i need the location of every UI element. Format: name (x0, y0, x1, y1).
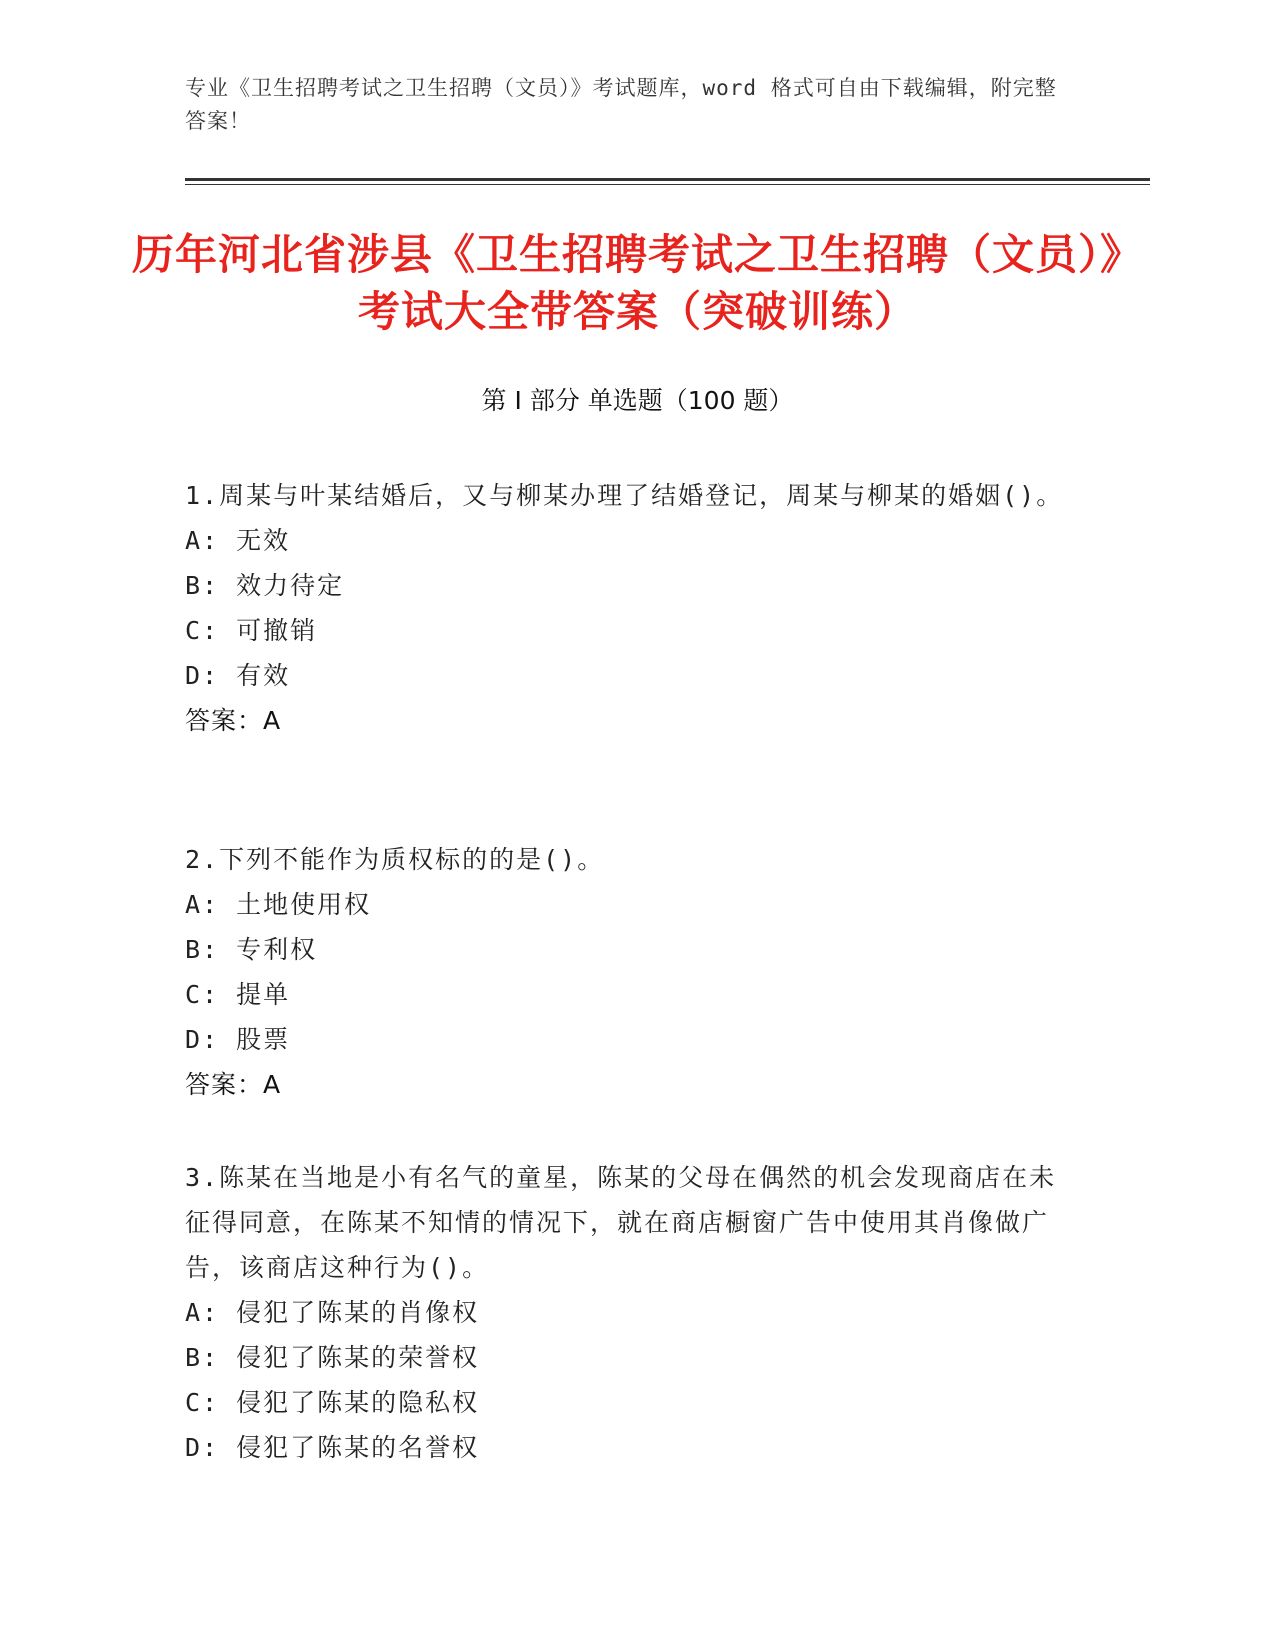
option-b: B: 效力待定 (185, 571, 345, 600)
header-note: 专业《卫生招聘考试之卫生招聘（文员）》考试题库，word 格式可自由下载编辑，附完整答案！ (185, 76, 1057, 133)
option-a: A: 侵犯了陈某的肖像权 (185, 1298, 480, 1327)
question-block (185, 473, 1065, 743)
option-d: D: 有效 (185, 661, 291, 690)
answer-line: 答案：A (185, 706, 282, 735)
answer-line: 答案：A (185, 1070, 282, 1099)
option-d: D: 股票 (185, 1025, 291, 1054)
section-title: 第 I 部分 单选题（100 题） (481, 386, 794, 415)
question-block (185, 1155, 1065, 1470)
option-c: C: 提单 (185, 980, 291, 1009)
option-b: B: 侵犯了陈某的荣誉权 (185, 1343, 480, 1372)
question-stem: 2.下列不能作为质权标的的是()。 (185, 845, 605, 874)
option-c: C: 可撤销 (185, 616, 318, 645)
option-a: A: 土地使用权 (185, 890, 372, 919)
question-stem: 1.周某与叶某结婚后，又与柳某办理了结婚登记，周某与柳某的婚姻()。 (185, 481, 1064, 510)
option-d: D: 侵犯了陈某的名誉权 (185, 1433, 480, 1462)
header-divider-thin (185, 184, 1150, 185)
document-title: 历年河北省涉县《卫生招聘考试之卫生招聘（文员）》考试大全带答案（突破训练） (131, 230, 1143, 336)
question-stem: 3.陈某在当地是小有名气的童星，陈某的父母在偶然的机会发现商店在未征得同意，在陈某不知情的情况下，就在商店橱窗广告中使用其肖像做广告，该商店这种行为()。 (185, 1163, 1057, 1282)
option-c: C: 侵犯了陈某的隐私权 (185, 1388, 480, 1417)
question-block (185, 837, 1065, 1107)
header-divider-thick (185, 178, 1150, 181)
option-a: A: 无效 (185, 526, 291, 555)
option-b: B: 专利权 (185, 935, 318, 964)
